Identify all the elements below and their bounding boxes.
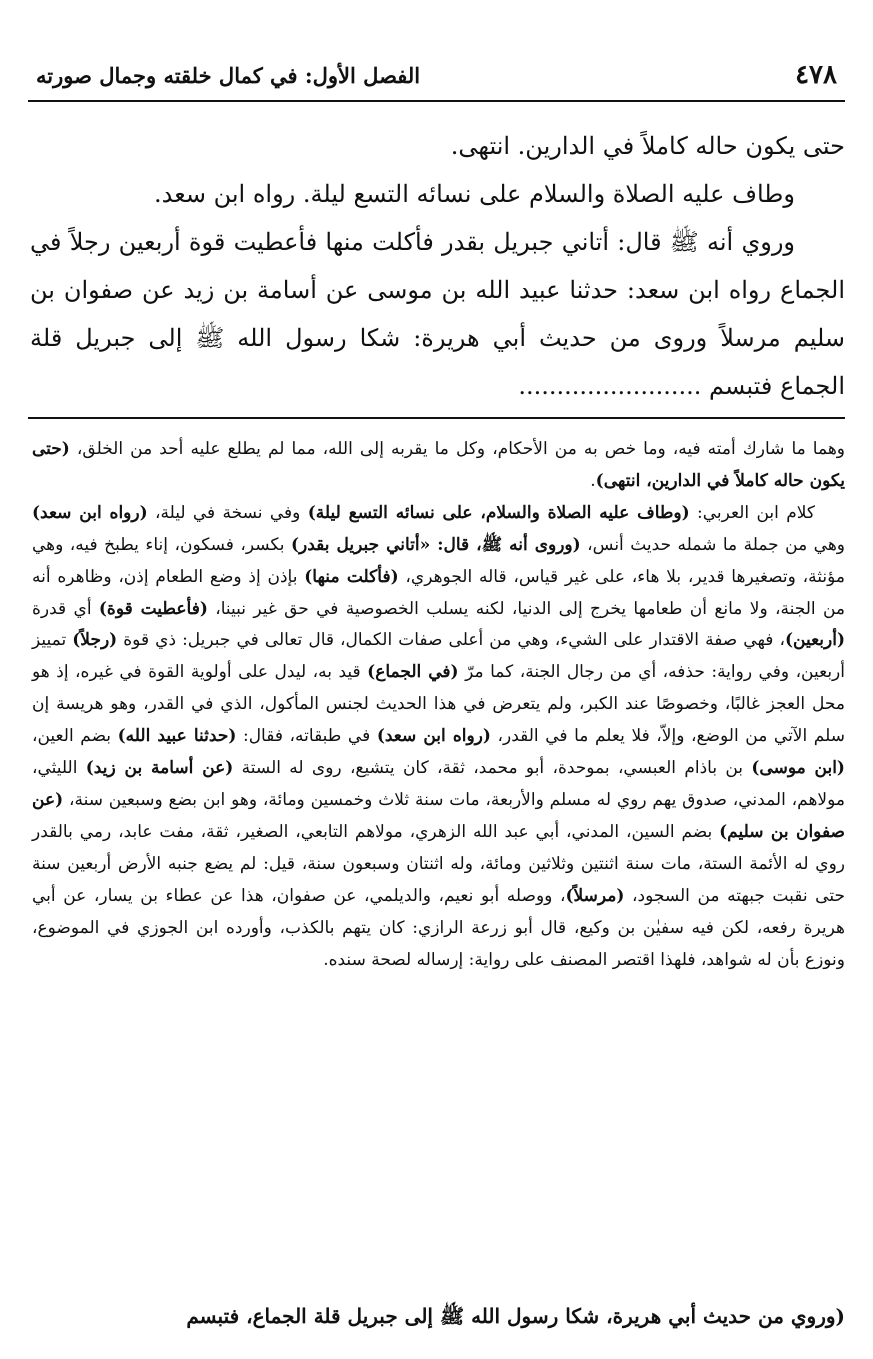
commentary-text-run: بإذن إذ وضع الطعام إذن، وظاهره أنه من الجنة، ولا مانع أن طعامها يخرج إلى الدنيا، لكنه يسلب الخصوصية في حق غير نبينا، (32, 566, 845, 619)
commentary-text-run: ، ووصله أبو نعيم، والديلمي، عن صفوان، هذا عن عطاء بن يسار، عن أبي هريرة رفعه، لكن فيه سفيٰن بن وكيع، قال أبو زرعة الرازي: كان يتهم بالكذب، وأورده ابن الجوزي في الموضوع، ونوزع بأن له شواهد، فلهذا اقتصر المصنف على رواية: إرساله لصحة سنده. (32, 885, 845, 970)
commentary-last-line: (وروي من حديث أبي هريرة، شكا رسول الله ﷺ إلى جبريل قلة الجماع، فتبسم (186, 1304, 845, 1328)
commentary-text-run: بكسر، فسكون، إناء يطبخ فيه، وهي مؤنثة، وتصغيرها قدير، بلا هاء، على غير قياس، قاله الجوهري، (32, 534, 845, 587)
header-rule (28, 100, 845, 102)
main-paragraph: وطاف عليه الصلاة والسلام على نسائه التسع ليلة. رواه ابن سعد. (154, 180, 795, 208)
quoted-matn: (عن أسامة بن زيد) (85, 758, 234, 779)
quoted-matn: (حدثنا عبيد الله) (117, 726, 237, 747)
commentary-text-run: تمييز أربعين، وفي رواية: حذفه، أي من رجال الجنة، كما مرّ (32, 630, 845, 683)
commentary-text-run: وفي نسخة في ليلة، (147, 502, 308, 523)
commentary-text-run: وهي من جملة ما شمله حديث أنس، (580, 534, 845, 555)
page-number: ٤٧٨ (795, 60, 837, 90)
commentary-text-run: في طبقاته، فقال: (236, 726, 377, 747)
commentary-text-run: كلام ابن العربي: (689, 502, 816, 523)
quoted-matn: (رواه ابن سعد) (32, 502, 148, 523)
quoted-matn: (رجلاً) (72, 630, 118, 651)
quoted-matn: (في الجماع) (367, 662, 459, 683)
quoted-matn: (ابن موسى) (751, 758, 845, 779)
quoted-matn: (مرسلاً) (565, 885, 625, 906)
commentary-text-run: بضم السين، المدني، أبي عبد الله الزهري، مولاهم التابعي، الصغير، ثقة، مفت عابد، رمي بالقدر روي له الأئمة الستة، مات سنة اثنتين وثلاثين ومائة، وله اثنتان وسبعون سنة، قيل: لم يضع جنبه الأرض أربعين سنة حتى نقبت جبهته من السجود، (32, 821, 845, 906)
quoted-matn: (فأكلت منها) (304, 566, 399, 587)
quoted-matn: (وروى أنه ﷺ، قال: «أتاني جبريل بقدر) (291, 534, 581, 555)
quoted-matn: (رواه ابن سعد) (376, 726, 491, 747)
continuation-dots: ........................ (518, 372, 702, 400)
commentary-text-run: قيد به، ليدل على أولوية القوة في غيره، إذ هو محل العجز غالبًا، وخصوصًا عند الكبر، ولم يتعرض في هذا الحديث لجنس المأكول، الذي في القدر، وهو هريسة إن سلم الآتي من الوضع، وإلاّ، فلا يعلم ما في القدر، (32, 662, 845, 747)
quoted-matn: (أربعين) (784, 630, 845, 651)
page-header (36, 56, 837, 94)
commentary-text-run: وهما ما شارك أمته فيه، وما خص به من الأحكام، وكل ما يقربه إلى الله، مما لم يطلع عليه أحد من الخلق، (69, 439, 845, 459)
main-paragraph (30, 218, 845, 410)
commentary-paragraph (32, 498, 845, 977)
quoted-matn: (وطاف عليه الصلاة والسلام، على نسائه التسع ليلة) (307, 502, 690, 523)
commentary-text-run: ، فهي صفة الاقتدار على الشيء، وهي من أعلى صفات الكمال، قال تعالى في جبريل: ذي قوة (117, 630, 785, 651)
footnote-separator (28, 417, 845, 419)
commentary-text-run: . (590, 470, 596, 491)
commentary-text-run: أي قدرة (32, 598, 99, 619)
commentary-text-run: بن باذام العبسي، بموحدة، أبو محمد، ثقة، كان يتشيع، روى له الستة (233, 758, 752, 779)
commentary-paragraph (32, 434, 845, 498)
commentary-text-run: بضم العين، (32, 726, 118, 747)
main-paragraph: حتى يكون حاله كاملاً في الدارين. انتهى. (450, 132, 845, 160)
chapter-title: الفصل الأول: في كمال خلقته وجمال صورته (36, 62, 421, 88)
main-text (30, 122, 845, 410)
commentary-text-run: الليثي، مولاهم، المدني، صدوق يهم روي له مسلم والأربعة، مات سنة ثلاث وخمسين ومائة، وهو ابن بضع وسبعين سنة، (32, 758, 845, 810)
main-paragraph-text: وروي أنه ﷺ قال: أتاني جبريل بقدر فأكلت منها فأعطيت قوة أربعين رجلاً في الجماع رواه ابن سعد: حدثنا عبيد الله بن موسى عن أسامة بن زيد عن صفوان بن سليم مرسلاً وروى من حديث أبي هريرة: شكا رسول الله ﷺ إلى جبريل قلة الجماع فتبسم (30, 228, 845, 400)
quoted-matn: (حتى يكون حاله كاملاً في الدارين، انتهى) (32, 439, 845, 491)
commentary-text (32, 434, 845, 976)
quoted-matn: (عن صفوان بن سليم) (32, 789, 845, 842)
quoted-matn: (فأعطيت قوة) (98, 598, 208, 619)
